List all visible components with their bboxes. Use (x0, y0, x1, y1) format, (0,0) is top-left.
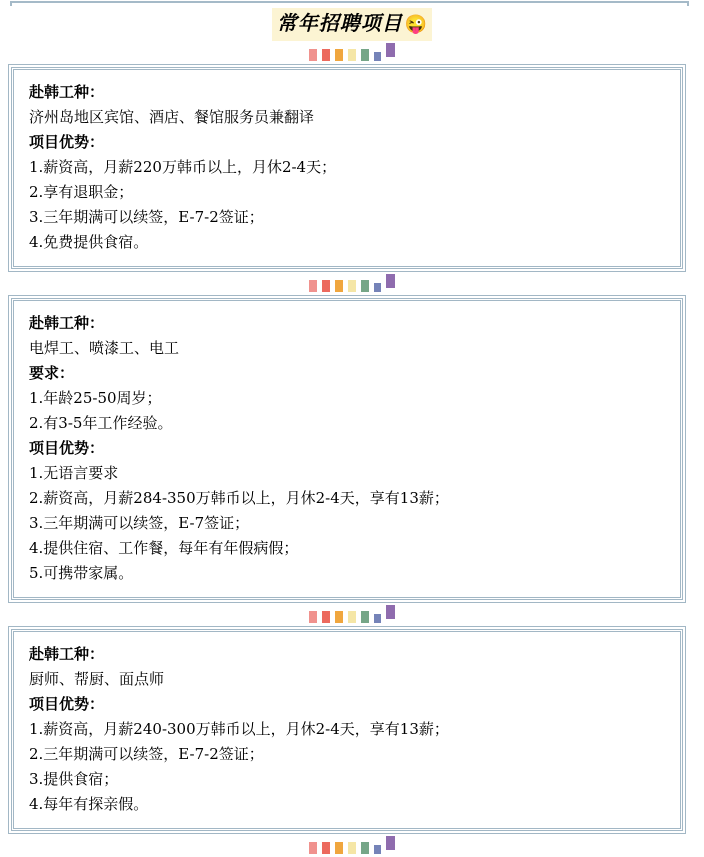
page-title-text: 常年招聘项目 (276, 11, 403, 35)
body-line: 2.有3-5年工作经验。 (29, 414, 173, 432)
color-square (374, 283, 381, 292)
body-line: 3.提供食宿； (29, 770, 119, 788)
color-square (335, 49, 343, 61)
section-heading: 赴韩工种： (29, 645, 105, 663)
color-squares-divider (0, 45, 704, 61)
color-square (335, 280, 343, 292)
page-title (0, 8, 704, 41)
body-line: 2.薪资高，月薪284-350万韩币以上，月休2-4天，享有13薪； (29, 489, 449, 507)
body-line: 1.无语言要求 (29, 464, 119, 482)
color-square (322, 842, 330, 854)
section-heading: 赴韩工种： (29, 83, 105, 101)
color-square (361, 280, 369, 292)
section-heading: 赴韩工种： (29, 314, 105, 332)
color-square (386, 605, 395, 619)
color-squares-divider (0, 607, 704, 623)
color-square (309, 49, 317, 61)
color-square (374, 52, 381, 61)
job-panel (8, 626, 686, 834)
body-line: 4.每年有探亲假。 (29, 795, 149, 813)
color-square (348, 611, 356, 623)
body-line: 1.年龄25-50周岁； (29, 389, 162, 407)
color-square (335, 611, 343, 623)
body-line: 3.三年期满可以续签，E-7-2签证； (29, 208, 264, 226)
section-heading: 项目优势： (29, 695, 105, 713)
body-line: 1.薪资高，月薪220万韩币以上，月休2-4天； (29, 158, 337, 176)
color-square (322, 49, 330, 61)
job-panel-body (29, 80, 665, 255)
color-square (322, 611, 330, 623)
job-panel (8, 64, 686, 272)
job-panel-body (29, 311, 665, 586)
color-square (386, 274, 395, 288)
color-square (309, 611, 317, 623)
section-heading: 项目优势： (29, 439, 105, 457)
top-border-line (10, 1, 689, 6)
section-heading: 要求： (29, 364, 75, 382)
color-square (374, 614, 381, 623)
body-line: 济州岛地区宾馆、酒店、餐馆服务员兼翻译 (29, 108, 315, 126)
body-line: 4.免费提供食宿。 (29, 233, 149, 251)
body-line: 2.三年期满可以续签，E-7-2签证； (29, 745, 264, 763)
body-line: 1.薪资高，月薪240-300万韩币以上，月休2-4天，享有13薪； (29, 720, 449, 738)
color-square (386, 836, 395, 850)
page-title-highlight (272, 8, 432, 41)
color-square (309, 842, 317, 854)
color-square (374, 845, 381, 854)
job-panel (8, 295, 686, 603)
body-line: 4.提供住宿、工作餐，每年有年假病假； (29, 539, 299, 557)
color-square (348, 49, 356, 61)
color-square (348, 842, 356, 854)
wink-emoji-icon: 😜 (404, 14, 428, 35)
color-square (335, 842, 343, 854)
color-square (309, 280, 317, 292)
color-squares-divider (0, 276, 704, 292)
body-line: 5.可携带家属。 (29, 564, 134, 582)
job-panel-body (29, 642, 665, 817)
body-line: 厨师、帮厨、面点师 (29, 670, 165, 688)
color-square (361, 611, 369, 623)
body-line: 3.三年期满可以续签，E-7签证； (29, 514, 250, 532)
color-square (386, 43, 395, 57)
body-line: 电焊工、喷漆工、电工 (29, 339, 180, 357)
body-line: 2.享有退职金； (29, 183, 134, 201)
color-square (322, 280, 330, 292)
color-square (348, 280, 356, 292)
color-square (361, 842, 369, 854)
color-squares-divider (0, 838, 704, 854)
color-square (361, 49, 369, 61)
section-heading: 项目优势： (29, 133, 105, 151)
